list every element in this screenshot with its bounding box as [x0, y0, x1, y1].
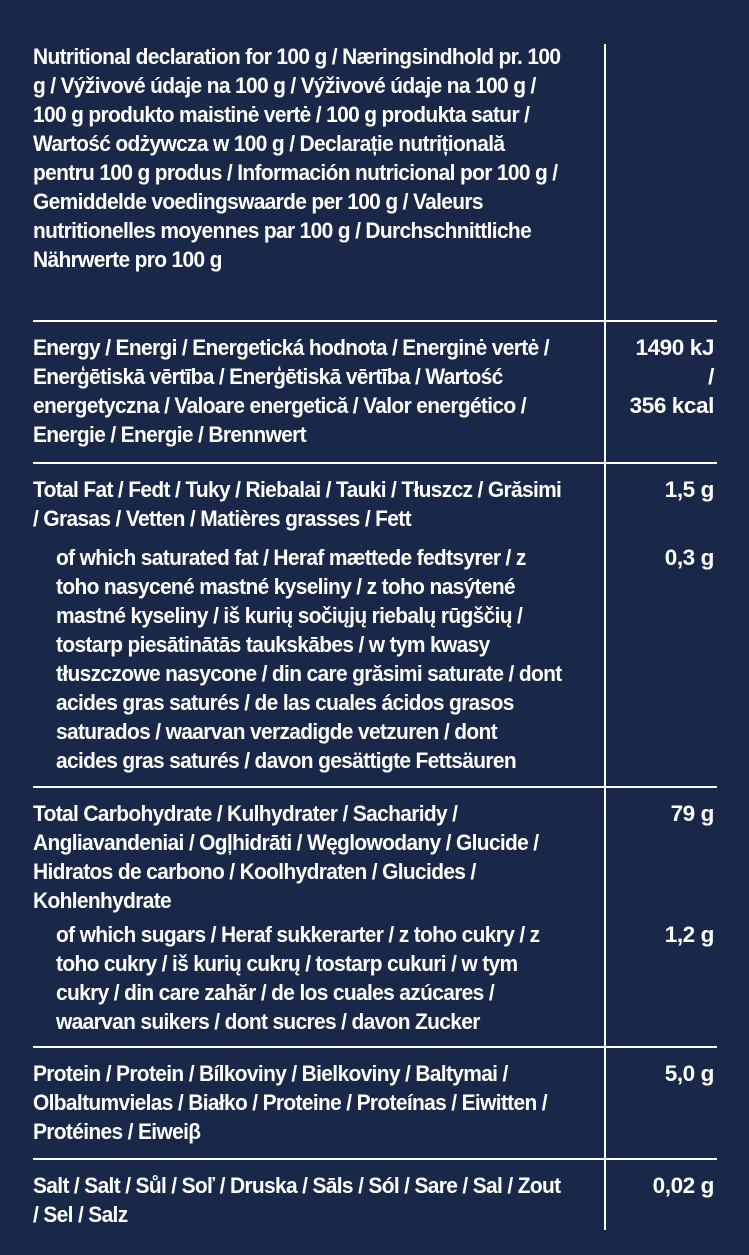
column-divider-fat — [604, 464, 606, 786]
saturated-fat-value: 0,3 g — [664, 545, 714, 570]
row-divider-5 — [33, 1158, 717, 1160]
nutrition-header-title: Nutritional declaration for 100 g / Næringsindhold pr. 100 g / Výživové údaje na 100 g / Výživové údaje na 100 g / 100 g produkto maistinė vertė / 100 g produkta satur / Wartość odżywcza w 100 g / Declarație nutrițională pentru 100 g produs / Información nutricional por 100 g / Gemiddelde voedingswaarde per 100 g / Valeurs nutritionelles moyennes par 100 g / Durchschnittliche Nährwerte pro 100 g — [33, 44, 561, 272]
row-divider-4 — [33, 1046, 717, 1048]
carbohydrate-value: 79 g — [670, 801, 714, 826]
energy-kj-value: 1490 kJ — [635, 335, 714, 360]
total-fat-label: Total Fat / Fedt / Tuky / Riebalai / Tauki / Tłuszcz / Grăsimi / Grasas / Vetten / Matières grasses / Fett — [33, 477, 562, 531]
row-divider-2 — [33, 462, 717, 464]
salt-label: Salt / Salt / Sůl / Soľ / Druska / Sāls / Sól / Sare / Sal / Zout / Sel / Salz — [33, 1173, 561, 1227]
row-divider-1 — [33, 320, 717, 322]
salt-value: 0,02 g — [652, 1173, 714, 1198]
energy-value — [594, 333, 714, 420]
saturated-fat-label: of which saturated fat / Heraf mættede fedtsyrer / z toho nasycené mastné kyseliny / z toho nasýtené mastné kyseliny / iš kurių sočiųjų riebalų rūgščių / tostarp piesātinātās taukskābes / w tym kwasy tłuszczowe nasycone / din care grăsimi saturate / dont acides gras saturés / de las cuales ácidos grasos saturados / waarvan verzadigde vetzuren / dont acides gras saturés / davon gesättigte Fettsäuren — [56, 545, 562, 773]
row-divider-3 — [33, 786, 717, 788]
protein-label: Protein / Protein / Bílkoviny / Bielkoviny / Baltymai / Olbaltumvielas / Białko / Proteine / Proteínas / Eiwitten / Protéines / Eiweiβ — [33, 1061, 547, 1144]
total-fat-value: 1,5 g — [664, 477, 714, 502]
energy-separator: / — [708, 364, 714, 389]
column-divider-header — [604, 44, 606, 320]
protein-value: 5,0 g — [664, 1061, 714, 1086]
sugars-label: of which sugars / Heraf sukkerarter / z toho cukry / z toho cukry / iš kurių cukrų / tostarp cukuri / w tym cukry / din care zahăr / de los cuales azúcares / waarvan suikers / dont sucres / davon Zucker — [56, 922, 540, 1034]
energy-kcal-value: 356 kcal — [629, 393, 714, 418]
energy-label: Energy / Energi / Energetická hodnota / Energinė vertė / Enerģētiskā vērtība / Enerģētiskā vērtība / Wartość energetyczna / Valoare energetică / Valor energético / Energie / Energie / Brennwert — [33, 335, 549, 447]
carbohydrate-label: Total Carbohydrate / Kulhydrater / Sacharidy / Angliavandeniai / Ogļhidrāti / Węglowodany / Glucide / Hidratos de carbono / Koolhydraten / Glucides / Kohlenhydrate — [33, 801, 539, 913]
sugars-value: 1,2 g — [664, 922, 714, 947]
